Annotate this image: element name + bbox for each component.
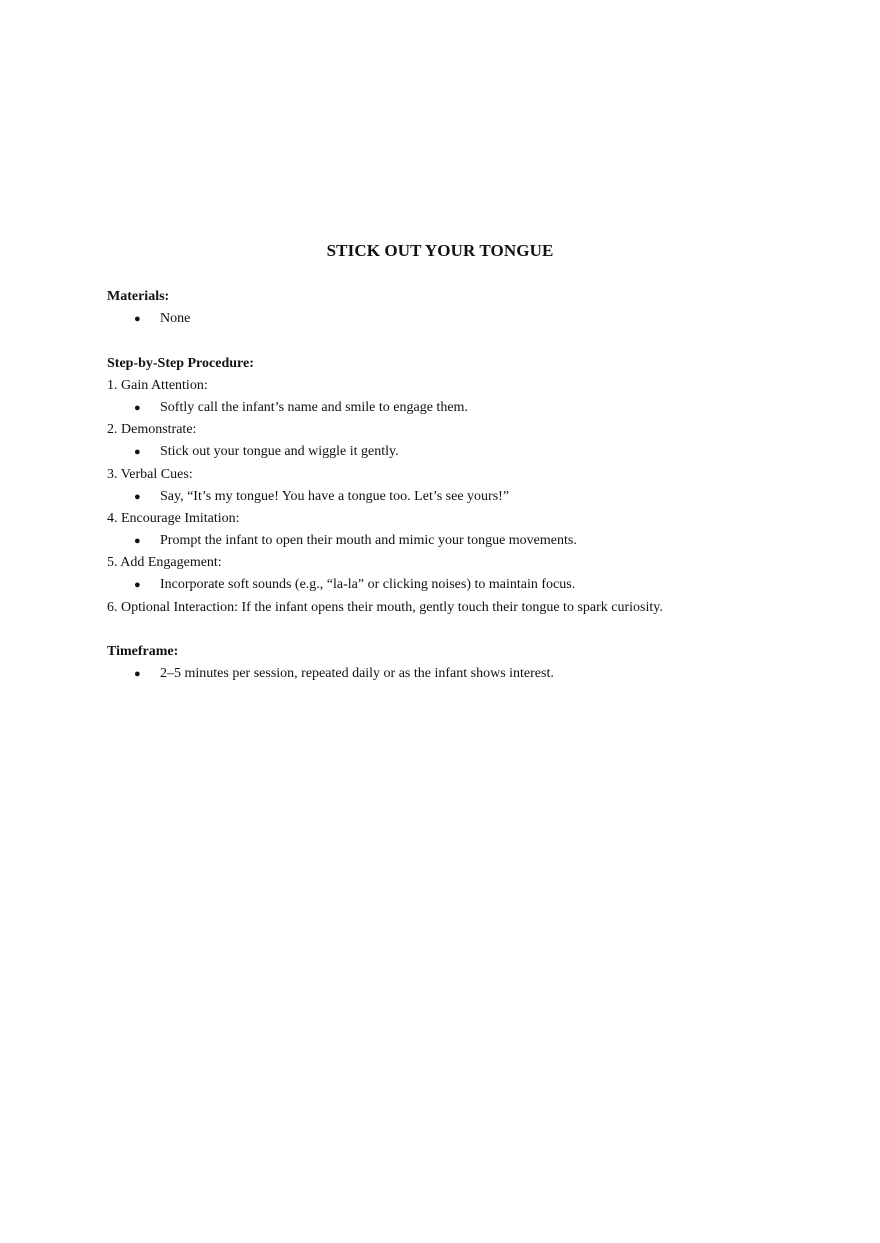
materials-item-text: None — [160, 311, 191, 327]
timeframe-heading: Timeframe: — [107, 644, 179, 659]
step-bullet — [107, 441, 807, 463]
timeframe-item — [107, 663, 807, 685]
step-label: 2. Demonstrate: — [107, 422, 197, 438]
step-bullet — [107, 486, 807, 508]
section-spacer — [107, 619, 807, 641]
bullet-icon: ● — [134, 579, 141, 592]
timeframe-item-text: 2–5 minutes per session, repeated daily or as the infant shows interest. — [160, 666, 554, 682]
materials-heading: Materials: — [107, 289, 170, 304]
document-title: STICK OUT YOUR TONGUE — [326, 241, 554, 260]
document-body — [107, 286, 807, 685]
step-label: 4. Encourage Imitation: — [107, 510, 240, 526]
section-spacer — [107, 330, 807, 352]
step-bullet — [107, 574, 807, 596]
procedure-heading: Step-by-Step Procedure: — [107, 355, 254, 371]
bullet-icon: ● — [134, 313, 141, 326]
step-label: 6. Optional Interaction: If the infant opens their mouth, gently touch their tongue to spark curiosity. — [107, 599, 663, 615]
bullet-icon: ● — [134, 668, 141, 681]
materials-item — [107, 308, 807, 330]
step-label: 3. Verbal Cues: — [107, 466, 193, 482]
step-bullet-text: Prompt the infant to open their mouth and mimic your tongue movements. — [160, 533, 577, 549]
step-bullet-text: Say, “It’s my tongue! You have a tongue too. Let’s see yours!” — [160, 488, 510, 504]
step-label: 5. Add Engagement: — [107, 555, 222, 571]
step-bullet-text: Softly call the infant’s name and smile to engage them. — [160, 399, 468, 415]
step-bullet — [107, 530, 807, 552]
bullet-icon: ● — [134, 490, 141, 503]
step-bullet-text: Incorporate soft sounds (e.g., “la-la” or clicking noises) to maintain focus. — [160, 577, 576, 593]
step-label: 1. Gain Attention: — [107, 377, 208, 393]
bullet-icon: ● — [134, 535, 141, 548]
step-bullet — [107, 397, 807, 419]
bullet-icon: ● — [134, 401, 141, 414]
bullet-icon: ● — [134, 446, 141, 459]
step-bullet-text: Stick out your tongue and wiggle it gently. — [160, 444, 399, 460]
